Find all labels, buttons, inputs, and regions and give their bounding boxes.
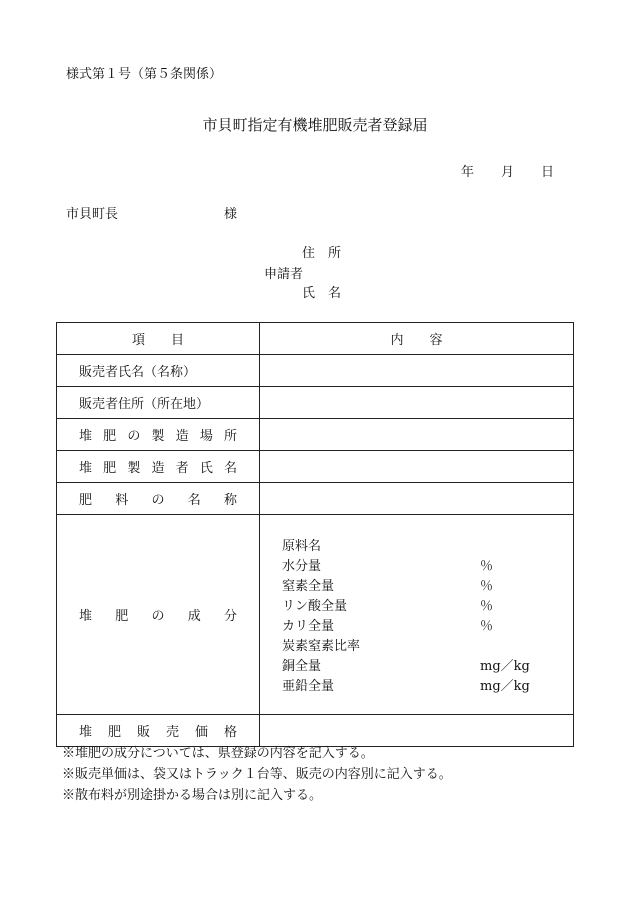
date-month-label: 月 — [501, 165, 515, 180]
row-label-price: 堆肥販売価格 — [79, 725, 237, 740]
seller-address-field[interactable] — [260, 387, 574, 419]
composition-item — [282, 675, 573, 695]
composition-item — [282, 615, 573, 635]
row-label-seller-address: 販売者住所（所在地） — [57, 387, 260, 419]
manufacturer-name-field[interactable] — [260, 451, 574, 483]
composition-item-unit: ％ — [480, 559, 494, 574]
composition-item-name: リン酸全量 — [282, 599, 348, 614]
composition-item — [282, 535, 573, 555]
composition-item-unit: mg／kg — [480, 659, 530, 674]
composition-item-unit: mg／kg — [480, 679, 530, 694]
composition-item-name: 窒素全量 — [282, 579, 335, 594]
row-label-manufacturer-name: 堆肥製造者氏名 — [79, 461, 237, 476]
composition-item — [282, 635, 573, 655]
composition-item-unit: ％ — [480, 619, 494, 634]
composition-item — [282, 575, 573, 595]
note-line: ※散布料が別途掛かる場合は別に記入する。 — [62, 788, 323, 803]
row-label-fertilizer-name-cell — [57, 483, 260, 515]
composition-item — [282, 595, 573, 615]
addressee-name: 市貝町長 — [66, 207, 119, 222]
registration-table — [56, 322, 574, 747]
table-row — [57, 451, 574, 483]
composition-item — [282, 655, 573, 675]
composition-item-unit: ％ — [480, 579, 494, 594]
header-content: 内 容 — [260, 323, 574, 355]
price-field[interactable] — [260, 715, 574, 747]
table-row — [57, 483, 574, 515]
note-line: ※販売単価は、袋又はトラック１台等、販売の内容別に記入する。 — [62, 767, 452, 782]
row-label-fertilizer-name: 肥料の名称 — [79, 493, 237, 508]
header-item: 項 目 — [57, 323, 260, 355]
table-row — [57, 715, 574, 747]
row-label-composition-cell — [57, 515, 260, 715]
table-header-row — [57, 323, 574, 355]
note-line: ※堆肥の成分については、県登録の内容を記入する。 — [62, 746, 374, 761]
row-label-manufacturer-name-cell — [57, 451, 260, 483]
row-label-seller-name: 販売者氏名（名称） — [57, 355, 260, 387]
row-label-manufacturing-place-cell — [57, 419, 260, 451]
composition-item-name: 亜鉛全量 — [282, 679, 335, 694]
seller-name-field[interactable] — [260, 355, 574, 387]
fertilizer-name-field[interactable] — [260, 483, 574, 515]
table-row — [57, 419, 574, 451]
composition-item-name: 銅全量 — [282, 659, 322, 674]
applicant-name-label: 氏 名 — [302, 286, 342, 301]
composition-item-name: 水分量 — [282, 559, 322, 574]
row-label-price-cell — [57, 715, 260, 747]
composition-item-name: 炭素窒素比率 — [282, 639, 361, 654]
document-title: 市貝町指定有機堆肥販売者登録届 — [202, 116, 428, 134]
date-year-label: 年 — [461, 165, 475, 180]
row-label-manufacturing-place: 堆肥の製造場所 — [79, 429, 237, 444]
addressee-honorific: 様 — [224, 207, 238, 222]
composition-field[interactable] — [260, 515, 574, 715]
composition-item — [282, 555, 573, 575]
row-label-composition: 堆肥の成分 — [79, 609, 237, 624]
table-row — [57, 355, 574, 387]
table-row — [57, 387, 574, 419]
table-row — [57, 515, 574, 715]
form-number: 様式第１号（第５条関係） — [66, 67, 223, 82]
date-day-label: 日 — [541, 165, 555, 180]
composition-list — [282, 535, 573, 695]
composition-item-name: カリ全量 — [282, 619, 335, 634]
manufacturing-place-field[interactable] — [260, 419, 574, 451]
applicant-address-label: 住 所 — [302, 246, 342, 261]
applicant-label: 申請者 — [264, 267, 304, 282]
composition-item-name: 原料名 — [282, 539, 322, 554]
composition-item-unit: ％ — [480, 599, 494, 614]
